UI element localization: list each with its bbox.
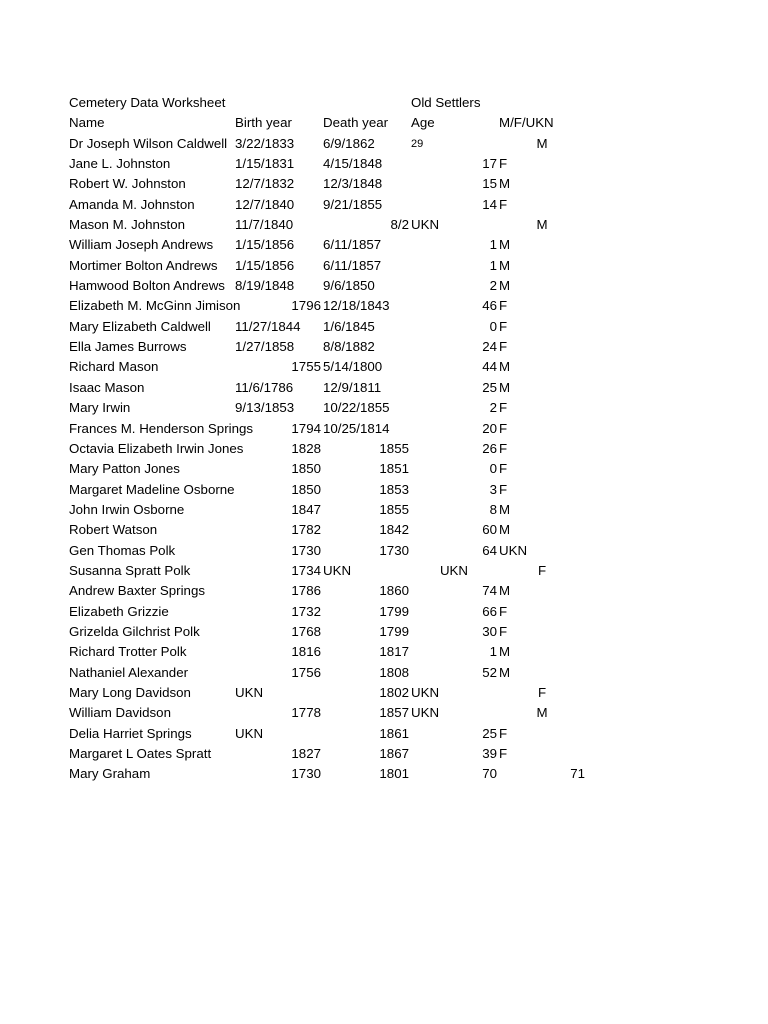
table-row bbox=[0, 744, 768, 764]
table-row bbox=[0, 357, 768, 377]
cell-name: John Irwin Osborne bbox=[69, 501, 185, 517]
cell-age: 3 bbox=[489, 481, 497, 497]
table-row bbox=[0, 256, 768, 276]
cell-birth-year: 12/7/1832 bbox=[235, 176, 295, 192]
cell-death-year: 12/9/1811 bbox=[323, 379, 382, 395]
table-row bbox=[0, 459, 768, 479]
cell-sex: M bbox=[536, 217, 548, 233]
cell-death-year: 6/9/1862 bbox=[323, 135, 375, 151]
cell-name: Amanda M. Johnston bbox=[69, 196, 195, 212]
cell-birth-year: 1850 bbox=[291, 481, 321, 497]
cell-age: 0 bbox=[489, 461, 497, 477]
table-row bbox=[0, 724, 768, 744]
cell-name: Nathaniel Alexander bbox=[69, 664, 189, 680]
cell-death-year: 1857 bbox=[379, 705, 409, 721]
cell-death-year: 1730 bbox=[379, 542, 409, 558]
cell-birth-year: 1786 bbox=[291, 583, 321, 599]
cell-sex: F bbox=[537, 684, 547, 700]
cell-age: 25 bbox=[482, 725, 497, 741]
cell-sex: F bbox=[499, 339, 508, 355]
cell-name: Mary Elizabeth Caldwell bbox=[69, 318, 211, 334]
cell-age: 17 bbox=[482, 156, 497, 172]
data-rows bbox=[0, 134, 768, 785]
cell-death-year: 1802 bbox=[379, 684, 409, 700]
cell-death-year: 1853 bbox=[379, 481, 409, 497]
cell-birth-year: 1816 bbox=[291, 644, 321, 660]
cell-death-year: 1861 bbox=[379, 725, 409, 741]
cell-age: 20 bbox=[482, 420, 497, 436]
cell-birth-year: 1734 bbox=[291, 562, 321, 578]
cell-sex: M bbox=[499, 664, 511, 680]
cell-name: William Joseph Andrews bbox=[69, 237, 214, 253]
cell-name: Robert Watson bbox=[69, 522, 158, 538]
cell-birth-year: 3/22/1833 bbox=[235, 135, 295, 151]
cell-name: William Davidson bbox=[69, 705, 171, 721]
cell-birth-year: 1/15/1831 bbox=[235, 156, 295, 172]
cell-birth-year: 11/27/1844 bbox=[235, 318, 301, 334]
cell-sex: F bbox=[499, 196, 508, 212]
cell-age: 64 bbox=[482, 542, 497, 558]
table-row bbox=[0, 317, 768, 337]
cell-birth-year: 1/27/1858 bbox=[235, 339, 295, 355]
table-row bbox=[0, 215, 768, 235]
cell-name: Jane L. Johnston bbox=[69, 156, 171, 172]
cell-birth-year: 1794 bbox=[291, 420, 321, 436]
cell-extra: 71 bbox=[570, 766, 585, 782]
header-age: Age bbox=[411, 115, 435, 131]
cell-sex: M bbox=[499, 501, 511, 517]
cell-birth-year: 1847 bbox=[291, 501, 321, 517]
cell-age: 2 bbox=[489, 278, 497, 294]
cell-birth-year: 1730 bbox=[291, 542, 321, 558]
cell-birth-year: 1730 bbox=[291, 766, 321, 782]
cell-death-year: 1860 bbox=[379, 583, 409, 599]
table-row bbox=[0, 195, 768, 215]
cell-sex: F bbox=[499, 440, 508, 456]
cell-age: 29 bbox=[411, 137, 424, 150]
cell-sex: M bbox=[499, 522, 511, 538]
cell-name: Mary Long Davidson bbox=[69, 684, 191, 700]
cell-name: Elizabeth M. McGinn Jimison bbox=[69, 298, 241, 314]
table-row bbox=[0, 703, 768, 723]
table-row bbox=[0, 235, 768, 255]
cell-age: 60 bbox=[482, 522, 497, 538]
cell-death-year: 1808 bbox=[379, 664, 409, 680]
cell-sex: M bbox=[499, 278, 511, 294]
cell-death-year: 1851 bbox=[379, 461, 409, 477]
cell-birth-year: 1768 bbox=[291, 623, 321, 639]
worksheet bbox=[0, 93, 768, 785]
cell-birth-year: 11/7/1840 bbox=[235, 217, 294, 233]
cell-death-year: 1801 bbox=[379, 766, 409, 782]
cell-age: 0 bbox=[489, 318, 497, 334]
cell-birth-year: 11/6/1786 bbox=[235, 379, 294, 395]
cell-sex: M bbox=[499, 237, 511, 253]
cell-age: 74 bbox=[482, 583, 497, 599]
cell-age: 25 bbox=[482, 379, 497, 395]
cell-sex: F bbox=[499, 725, 508, 741]
header-name: Name bbox=[69, 115, 105, 131]
cell-age: 8 bbox=[489, 501, 497, 517]
cell-death-year: 1867 bbox=[379, 746, 409, 761]
cell-name: Mortimer Bolton Andrews bbox=[69, 257, 218, 273]
cell-age: UKN bbox=[411, 705, 440, 721]
cell-name: Richard Mason bbox=[69, 359, 159, 375]
cell-death-year: 1817 bbox=[379, 644, 409, 660]
cell-sex: F bbox=[499, 318, 508, 334]
table-row bbox=[0, 378, 768, 398]
table-row bbox=[0, 439, 768, 459]
table-row bbox=[0, 500, 768, 520]
cell-birth-year: 12/7/1840 bbox=[235, 196, 295, 212]
header-birth-year: Birth year bbox=[235, 115, 292, 131]
cell-sex: M bbox=[499, 583, 511, 599]
cell-name: Ella James Burrows bbox=[69, 339, 187, 355]
cell-name: Delia Harriet Springs bbox=[69, 725, 192, 741]
cell-age: UKN bbox=[411, 217, 440, 233]
cell-death-year: 9/21/1855 bbox=[323, 196, 383, 212]
cell-name: Andrew Baxter Springs bbox=[69, 583, 205, 599]
table-row bbox=[0, 561, 768, 581]
cell-name: Susanna Spratt Polk bbox=[69, 562, 191, 578]
cell-sex: F bbox=[499, 623, 508, 639]
cell-birth-year: 8/19/1848 bbox=[235, 278, 295, 294]
cell-death-year: 8/2 bbox=[390, 217, 409, 233]
cell-name: Hamwood Bolton Andrews bbox=[69, 278, 225, 294]
cell-name: Margaret Madeline Osborne bbox=[69, 481, 235, 497]
cell-age: 1 bbox=[489, 644, 497, 660]
cell-birth-year: 1756 bbox=[291, 664, 321, 680]
cell-sex: M bbox=[499, 644, 511, 660]
cell-sex: M bbox=[499, 359, 511, 375]
cell-birth-year: 1827 bbox=[291, 746, 321, 761]
table-row bbox=[0, 541, 768, 561]
cell-death-year: 12/18/1843 bbox=[323, 298, 390, 314]
cell-death-year: 1/6/1845 bbox=[323, 318, 375, 334]
cell-name: Mary Graham bbox=[69, 766, 151, 782]
cell-birth-year: 9/13/1853 bbox=[235, 400, 295, 416]
cell-age: 1 bbox=[489, 257, 497, 273]
cell-sex: M bbox=[499, 379, 511, 395]
cell-birth-year: 1778 bbox=[291, 705, 321, 721]
cell-sex: F bbox=[537, 562, 547, 578]
cell-death-year: 9/6/1850 bbox=[323, 278, 375, 294]
table-row bbox=[0, 602, 768, 622]
cell-age: 52 bbox=[482, 664, 497, 680]
cell-sex: M bbox=[499, 257, 511, 273]
cell-name: Richard Trotter Polk bbox=[69, 644, 187, 660]
table-row bbox=[0, 663, 768, 683]
cell-age: 15 bbox=[482, 176, 497, 192]
cell-sex: M bbox=[536, 135, 548, 151]
cell-death-year: 6/11/1857 bbox=[323, 257, 382, 273]
worksheet-title: Cemetery Data Worksheet bbox=[69, 95, 226, 110]
cell-age: 1 bbox=[489, 237, 497, 253]
cell-death-year: 10/22/1855 bbox=[323, 400, 390, 416]
cell-birth-year: 1755 bbox=[291, 359, 321, 375]
cell-death-year: 1855 bbox=[379, 501, 409, 517]
cell-birth-year: 1/15/1856 bbox=[235, 257, 295, 273]
cell-sex: F bbox=[499, 156, 508, 172]
cell-age: 39 bbox=[482, 746, 497, 761]
cell-death-year: 1799 bbox=[379, 623, 409, 639]
cell-name: Isaac Mason bbox=[69, 379, 145, 395]
cell-name: Margaret L Oates Spratt bbox=[69, 746, 212, 761]
cell-death-year: 8/8/1882 bbox=[323, 339, 375, 355]
cell-birth-year: 1850 bbox=[291, 461, 321, 477]
table-row bbox=[0, 581, 768, 601]
table-row bbox=[0, 337, 768, 357]
table-row bbox=[0, 520, 768, 540]
table-row bbox=[0, 480, 768, 500]
table-row bbox=[0, 154, 768, 174]
cell-age: 66 bbox=[482, 603, 497, 619]
table-row bbox=[0, 764, 768, 784]
cell-birth-year: 1782 bbox=[291, 522, 321, 538]
cell-name: Gen Thomas Polk bbox=[69, 542, 176, 558]
table-row bbox=[0, 276, 768, 296]
header-row bbox=[0, 113, 768, 133]
cell-sex: F bbox=[499, 603, 508, 619]
cell-name: Mary Irwin bbox=[69, 400, 131, 416]
table-row bbox=[0, 419, 768, 439]
cell-death-year: UKN bbox=[323, 562, 352, 578]
cell-death-year: 5/14/1800 bbox=[323, 359, 383, 375]
cell-name: Dr Joseph Wilson Caldwell bbox=[69, 135, 228, 151]
cell-age: 26 bbox=[482, 440, 497, 456]
cell-death-year: 1855 bbox=[379, 440, 409, 456]
cell-death-year: 1842 bbox=[379, 522, 409, 538]
cell-sex: F bbox=[499, 746, 508, 761]
cell-death-year: 1799 bbox=[379, 603, 409, 619]
table-row bbox=[0, 683, 768, 703]
cell-age: 24 bbox=[482, 339, 497, 355]
cell-age: 46 bbox=[482, 298, 497, 314]
cell-sex: F bbox=[499, 298, 508, 314]
cell-sex: UKN bbox=[499, 542, 528, 558]
cell-birth-year: 1796 bbox=[291, 298, 321, 314]
table-row bbox=[0, 174, 768, 194]
cell-name: Mary Patton Jones bbox=[69, 461, 180, 477]
cell-death-year: 12/3/1848 bbox=[323, 176, 383, 192]
header-death-year: Death year bbox=[323, 115, 389, 131]
cell-age: 14 bbox=[482, 196, 497, 212]
table-row bbox=[0, 398, 768, 418]
table-row bbox=[0, 642, 768, 662]
cell-age: UKN bbox=[439, 562, 469, 578]
cell-birth-year: 1732 bbox=[291, 603, 321, 619]
cell-birth-year: UKN bbox=[235, 725, 264, 741]
cell-sex: F bbox=[499, 420, 508, 436]
cell-name: Robert W. Johnston bbox=[69, 176, 186, 192]
cell-birth-year: UKN bbox=[235, 684, 264, 700]
cell-birth-year: 1/15/1856 bbox=[235, 237, 295, 253]
cell-age: 70 bbox=[482, 766, 497, 782]
cell-name: Octavia Elizabeth Irwin Jones bbox=[69, 440, 244, 456]
cell-sex: F bbox=[499, 481, 508, 497]
cell-age: UKN bbox=[411, 684, 440, 700]
table-row bbox=[0, 622, 768, 642]
table-row bbox=[0, 134, 768, 154]
cell-death-year: 4/15/1848 bbox=[323, 156, 383, 172]
cell-name: Frances M. Henderson Springs bbox=[69, 420, 254, 436]
cell-age: 30 bbox=[482, 623, 497, 639]
cell-age: 2 bbox=[489, 400, 497, 416]
cell-sex: F bbox=[499, 461, 508, 477]
cell-birth-year: 1828 bbox=[291, 440, 321, 456]
worksheet-subtitle: Old Settlers bbox=[411, 95, 481, 110]
cell-sex: F bbox=[499, 400, 508, 416]
cell-sex: M bbox=[536, 705, 548, 721]
cell-age: 44 bbox=[482, 359, 497, 375]
table-row bbox=[0, 296, 768, 316]
cell-name: Mason M. Johnston bbox=[69, 217, 186, 233]
header-sex: M/F/UKN bbox=[499, 115, 554, 131]
cell-sex: M bbox=[499, 176, 511, 192]
cell-name: Grizelda Gilchrist Polk bbox=[69, 623, 200, 639]
cell-death-year: 6/11/1857 bbox=[323, 237, 382, 253]
title-row bbox=[0, 93, 768, 113]
cell-name: Elizabeth Grizzie bbox=[69, 603, 169, 619]
cell-death-year: 10/25/1814 bbox=[323, 420, 390, 436]
